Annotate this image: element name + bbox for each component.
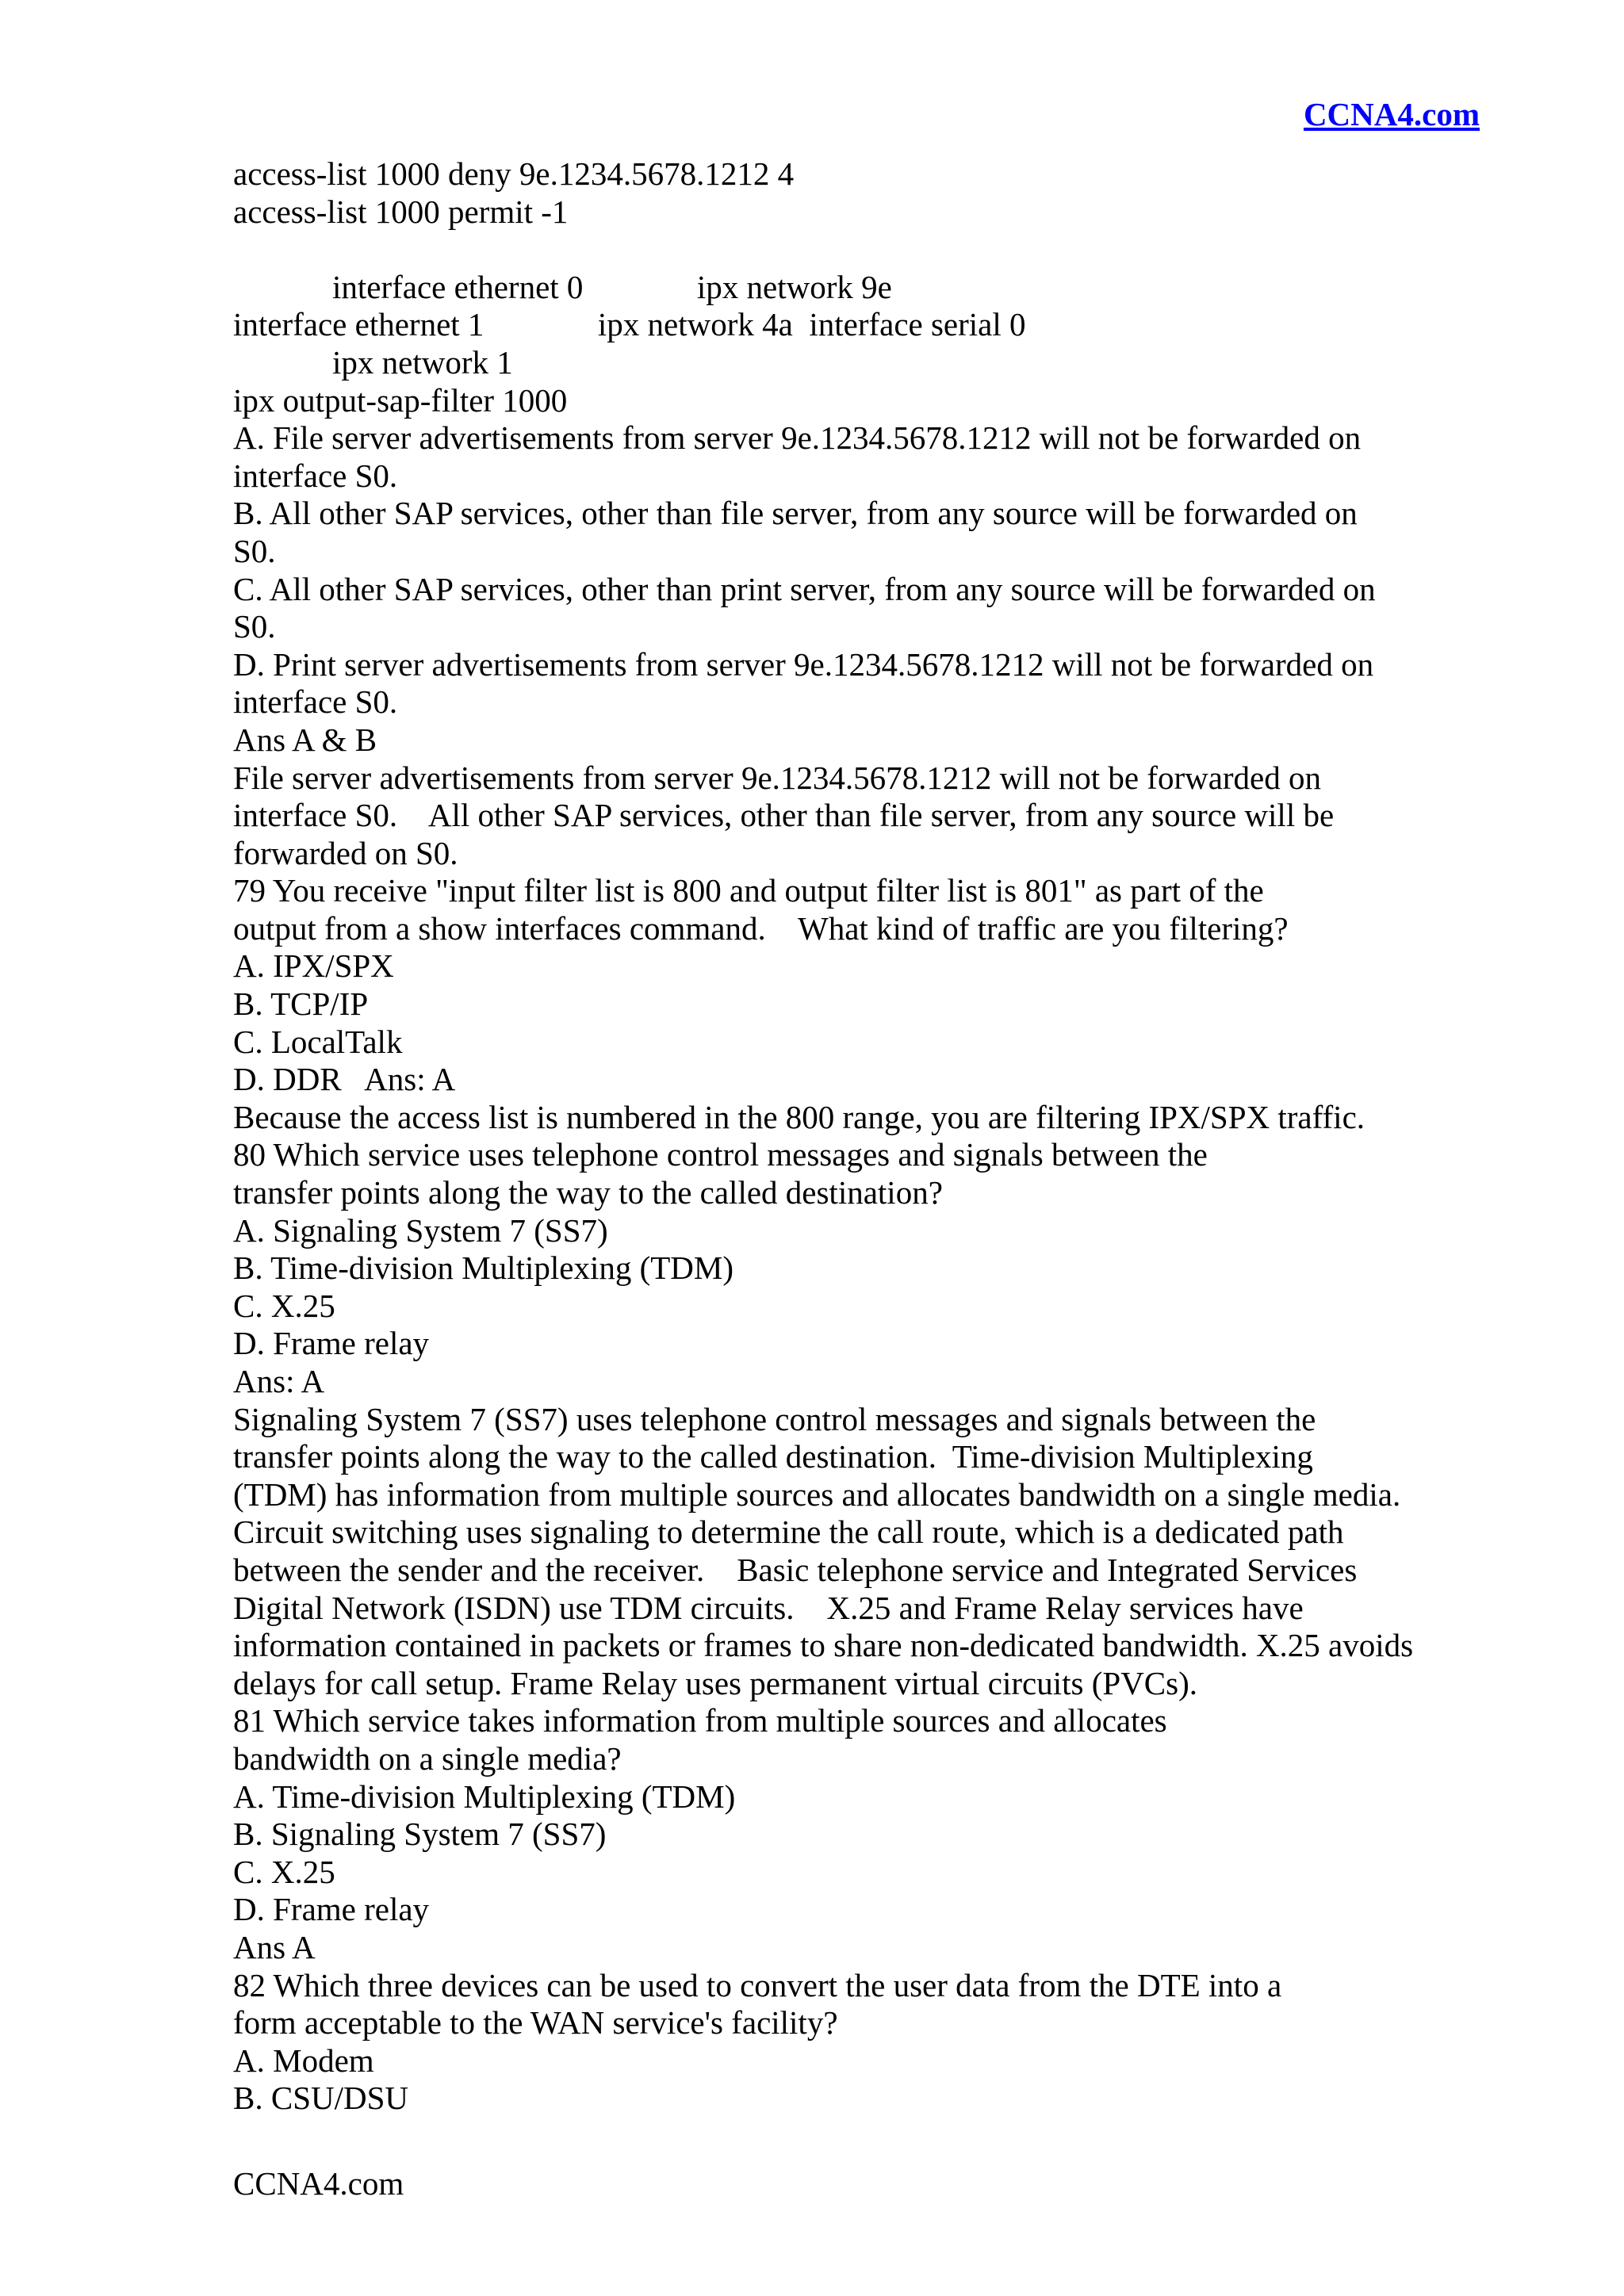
text-line: form acceptable to the WAN service's facility?	[233, 2004, 838, 2042]
text-line: transfer points along the way to the called destination. Time-division Multiplexing	[233, 1438, 1313, 1475]
text-line: B. CSU/DSU	[233, 2080, 409, 2117]
text-line: A. Modem	[233, 2042, 374, 2079]
text-line: bandwidth on a single media?	[233, 1739, 622, 1777]
text-line: interface ethernet 1 ipx network 4a interface serial 0	[233, 306, 1026, 343]
blank-line	[233, 231, 1534, 269]
page-footer: CCNA4.com	[233, 2165, 404, 2202]
text-line: between the sender and the receiver. Basic telephone service and Integrated Services	[233, 1551, 1358, 1588]
document-body	[233, 155, 1534, 2118]
text-line: 82 Which three devices can be used to convert the user data from the DTE into a	[233, 1966, 1282, 2003]
text-line: B. All other SAP services, other than file server, from any source will be forwarded on	[233, 495, 1358, 532]
text-line: information contained in packets or frames to share non-dedicated bandwidth. X.25 avoids	[233, 1627, 1414, 1664]
text-line: delays for call setup. Frame Relay uses permanent virtual circuits (PVCs).	[233, 1664, 1198, 1701]
text-line: D. DDR Ans: A	[233, 1061, 456, 1098]
text-line: Because the access list is numbered in the 800 range, you are filtering IPX/SPX traffic.	[233, 1098, 1365, 1135]
text-line: 80 Which service uses telephone control messages and signals between the	[233, 1136, 1208, 1173]
text-line: C. X.25	[233, 1287, 335, 1324]
text-line: S0.	[233, 608, 276, 645]
text-line: transfer points along the way to the called destination?	[233, 1174, 943, 1211]
text-line: A. Time-division Multiplexing (TDM)	[233, 1777, 736, 1815]
text-line: Signaling System 7 (SS7) uses telephone control messages and signals between the	[233, 1400, 1316, 1437]
text-line: A. Signaling System 7 (SS7)	[233, 1211, 608, 1249]
text-line: File server advertisements from server 9e.1234.5678.1212 will not be forwarded on	[233, 759, 1321, 796]
text-line: interface ethernet 0 ipx network 9e	[332, 268, 892, 305]
text-line: interface S0.	[233, 683, 398, 721]
text-line: access-list 1000 deny 9e.1234.5678.1212 4	[233, 155, 795, 192]
text-line: 81 Which service takes information from multiple sources and allocates	[233, 1702, 1167, 1739]
text-line: (TDM) has information from multiple sources and allocates bandwidth on a single media.	[233, 1475, 1401, 1513]
text-line: B. TCP/IP	[233, 985, 369, 1023]
text-line: C. LocalTalk	[233, 1023, 403, 1060]
text-line: C. All other SAP services, other than print server, from any source will be forwarded on	[233, 570, 1376, 607]
text-line: 79 You receive "input filter list is 800 and output filter list is 801" as part of the	[233, 872, 1264, 909]
text-line: B. Signaling System 7 (SS7)	[233, 1816, 607, 1853]
text-line: D. Print server advertisements from server 9e.1234.5678.1212 will not be forwarded on	[233, 645, 1374, 683]
text-line: interface S0. All other SAP services, other than file server, from any source will be	[233, 797, 1335, 834]
text-line: Ans A & B	[233, 721, 377, 758]
text-line: Digital Network (ISDN) use TDM circuits. X.25 and Frame Relay services have	[233, 1589, 1304, 1626]
text-line: Circuit switching uses signaling to determine the call route, which is a dedicated path	[233, 1513, 1344, 1551]
text-line: access-list 1000 permit -1	[233, 193, 569, 230]
text-line: S0.	[233, 532, 276, 569]
text-line: ipx network 1	[332, 343, 513, 381]
text-line: B. Time-division Multiplexing (TDM)	[233, 1249, 733, 1287]
text-line: ipx output-sap-filter 1000	[233, 381, 568, 419]
text-line: output from a show interfaces command. What kind of traffic are you filtering?	[233, 909, 1289, 947]
text-line: Ans A	[233, 1928, 316, 1965]
text-line: A. IPX/SPX	[233, 947, 394, 985]
header-site-link[interactable]: CCNA4.com	[1303, 96, 1480, 132]
text-line: forwarded on S0.	[233, 834, 458, 871]
text-line: D. Frame relay	[233, 1891, 430, 1928]
text-line: C. X.25	[233, 1853, 335, 1890]
text-line: A. File server advertisements from server 9e.1234.5678.1212 will not be forwarded on	[233, 419, 1362, 457]
text-line: interface S0.	[233, 457, 398, 494]
text-line: D. Frame relay	[233, 1325, 430, 1362]
text-line: Ans: A	[233, 1363, 325, 1399]
